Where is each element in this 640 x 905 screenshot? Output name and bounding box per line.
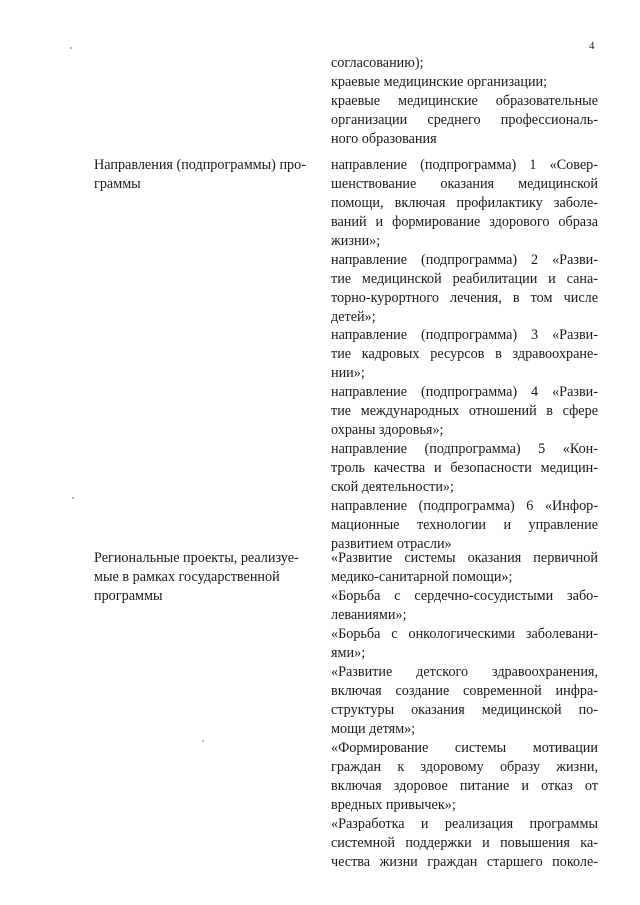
right-text-line: включая здоровое питание и отказ от: [331, 778, 598, 794]
right-text-line: вредных привычек»;: [331, 797, 456, 813]
right-text-line: ями»;: [331, 645, 366, 661]
right-text-line: нии»;: [331, 365, 365, 381]
right-text-line: чества жизни граждан старшего поколе-: [331, 854, 598, 870]
right-text-line: «Развитие системы оказания первичной: [331, 550, 598, 566]
left-heading-line: Направления (подпрограммы) про-: [94, 157, 306, 173]
right-text-line: медико-санитарной помощи»;: [331, 569, 513, 585]
left-heading-line: граммы: [94, 176, 141, 192]
right-text-line: детей»;: [331, 309, 376, 325]
right-text-line: ного образования: [331, 131, 437, 147]
right-text-line: ваний и формирование здорового образа: [331, 214, 598, 230]
right-text-line: помощи, включая профилактику заболе-: [331, 195, 598, 211]
right-text-line: краевые медицинские организации;: [331, 74, 548, 90]
scan-speck: [202, 740, 204, 742]
right-text-line: мощи детям»;: [331, 721, 416, 737]
right-text-line: тие кадровых ресурсов в здравоохране-: [331, 346, 598, 362]
right-text-line: троль качества и безопасности медицин-: [331, 460, 598, 476]
right-text-line: «Формирование системы мотивации: [331, 740, 598, 756]
right-text-line: направление (подпрограмма) 3 «Разви-: [331, 327, 598, 343]
right-text-line: «Борьба с онкологическими заболевани-: [331, 626, 598, 642]
right-text-line: системной поддержки и повышения ка-: [331, 835, 598, 851]
right-text-line: включая создание современной инфра-: [331, 683, 598, 699]
right-text-line: направление (подпрограмма) 1 «Совер-: [331, 157, 598, 173]
right-text-line: граждан к здоровому образу жизни,: [331, 759, 598, 775]
right-text-line: ской деятельности»;: [331, 479, 454, 495]
right-text-line: краевые медицинские образовательные: [331, 93, 598, 109]
right-text-line: «Разработка и реализация программы: [331, 816, 598, 832]
right-text-line: мационные технологии и управление: [331, 517, 598, 533]
scan-speck: [72, 497, 74, 499]
right-text-line: тие международных отношений в сфере: [331, 403, 598, 419]
right-text-line: направление (подпрограмма) 5 «Кон-: [331, 441, 598, 457]
right-text-line: торно-курортного лечения, в том числе: [331, 290, 598, 306]
right-text-line: шенствование оказания медицинской: [331, 176, 598, 192]
left-heading-line: мые в рамках государственной: [94, 569, 280, 585]
right-text-line: направление (подпрограмма) 4 «Разви-: [331, 384, 598, 400]
left-heading-line: программы: [94, 588, 163, 604]
right-text-line: жизни»;: [331, 233, 381, 249]
right-text-line: леваниями»;: [331, 607, 407, 623]
right-text-line: направление (подпрограмма) 6 «Инфор-: [331, 498, 598, 514]
right-text-line: «Борьба с сердечно-сосудистыми забо-: [331, 588, 598, 604]
right-text-line: охраны здоровья»;: [331, 422, 444, 438]
scan-speck: [70, 47, 72, 49]
right-text-line: структуры оказания медицинской по-: [331, 702, 598, 718]
right-text-line: направление (подпрограмма) 2 «Разви-: [331, 252, 598, 268]
right-text-line: развитием отрасли»: [331, 536, 452, 552]
right-text-line: «Развитие детского здравоохранения,: [331, 664, 598, 680]
page-number: 4: [589, 40, 595, 52]
right-text-line: согласованию);: [331, 55, 424, 71]
left-heading-line: Региональные проекты, реализуе-: [94, 550, 299, 566]
right-text-line: организации среднего профессиональ-: [331, 112, 598, 128]
right-text-line: тие медицинской реабилитации и сана-: [331, 271, 598, 287]
